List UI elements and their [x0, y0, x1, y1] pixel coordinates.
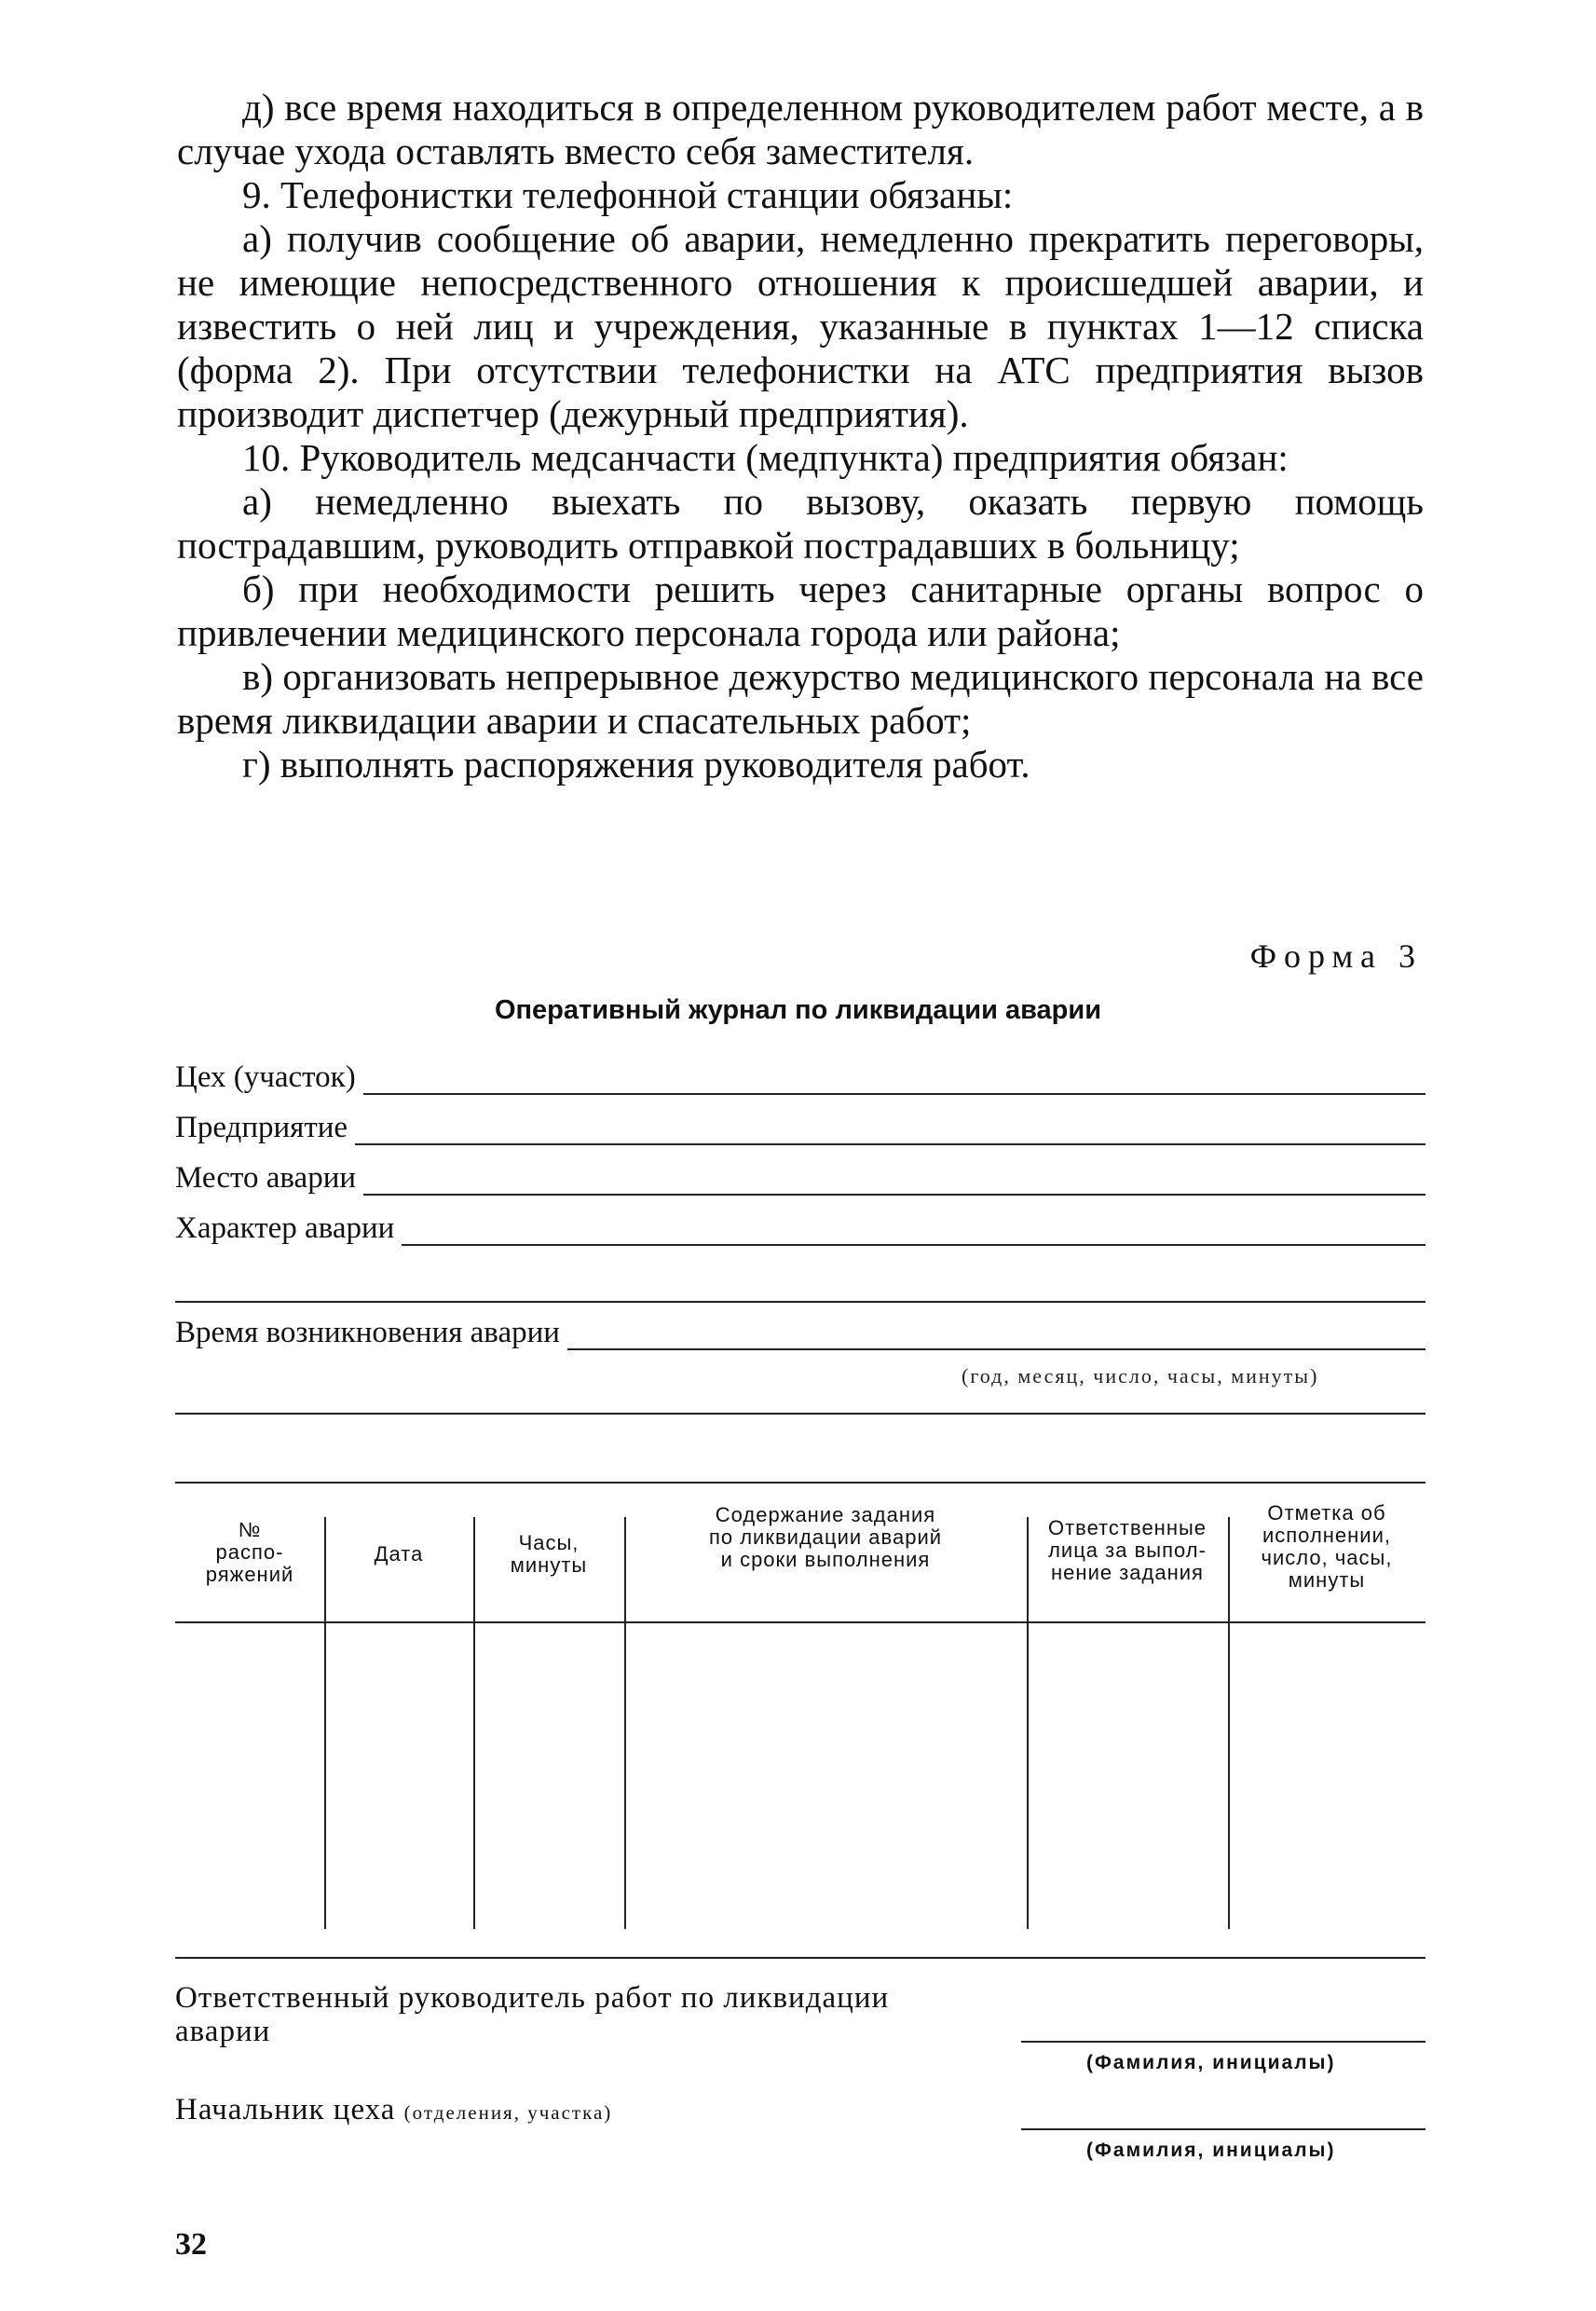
- column-header-completion: Отметка об исполнении, число, часы, минуты: [1261, 1501, 1393, 1592]
- table-body-area[interactable]: [175, 1623, 1425, 1955]
- field-time-label: Время возникновения аварии: [175, 1316, 560, 1349]
- signature-chief-line[interactable]: [1021, 2128, 1425, 2130]
- field-location: [175, 1161, 1425, 1196]
- log-table: [175, 1482, 1425, 1957]
- column-header-responsible: Ответственные лица за выпол- нение задания: [1047, 1516, 1207, 1584]
- field-enterprise: [175, 1111, 1425, 1145]
- paragraph-9a: а) получив сообщение об аварии, немедленно прекратить переговоры, не имеющие непосредственного отношения к происшедшей аварии, и известить о ней лиц и учреждения, указанные в пунктах 1—12 списка (форма 2). При отсутствии телефонистки на АТС предприятия вызов производит диспетчер (дежурный предприятия).: [177, 217, 1424, 435]
- column-header-number: № распо- ряжений: [205, 1518, 294, 1586]
- column-header-task: Содержание задания по ликвидации аварий и сроки выполнения: [708, 1503, 943, 1571]
- paragraph-10v: в) организовать непрерывное дежурство медицинского персонала на все время ликвидации аварии и спасательных работ;: [177, 655, 1424, 742]
- paragraph-10g: г) выполнять распоряжения руководителя работ.: [242, 743, 1030, 786]
- time-hint: (год, месяц, число, часы, минуты): [962, 1364, 1319, 1388]
- table-bottom-border: [175, 1957, 1425, 1959]
- paragraph-10: 10. Руководитель медсанчасти (медпункта) предприятия обязан:: [242, 436, 1289, 479]
- signature-head-caption: (Фамилия, инициалы): [1086, 2052, 1336, 2073]
- field-nature-line[interactable]: [402, 1216, 1425, 1246]
- blank-line[interactable]: [175, 1301, 1425, 1303]
- signature-chief-title: Начальник цеха: [175, 2093, 396, 2126]
- field-nature: [175, 1211, 1425, 1246]
- field-enterprise-line[interactable]: [355, 1115, 1425, 1145]
- field-enterprise-label: Предприятие: [175, 1111, 348, 1144]
- field-nature-label: Характер аварии: [175, 1211, 395, 1245]
- signature-chief-caption: (Фамилия, инициалы): [1086, 2140, 1336, 2161]
- field-time-line[interactable]: [567, 1320, 1425, 1350]
- table-top-border: [175, 1482, 1425, 1484]
- form-title: Оперативный журнал по ликвидации аварии: [494, 995, 1102, 1025]
- signature-head-label: Ответственный руководитель работ по ликвидации аварии: [175, 1981, 890, 2048]
- field-time: [175, 1316, 1425, 1350]
- field-workshop-line[interactable]: [363, 1065, 1425, 1095]
- blank-line[interactable]: [175, 1413, 1425, 1415]
- paragraph-d: д) все время находиться в определенном руководителем работ месте, а в случае ухода оставлять вместо себя заместителя.: [177, 86, 1424, 172]
- body-text: [177, 86, 1424, 786]
- signature-head-line[interactable]: [1021, 2041, 1425, 2043]
- field-workshop-label: Цех (участок): [175, 1060, 356, 1094]
- paragraph-9: 9. Телефонистки телефонной станции обязаны:: [242, 173, 1014, 216]
- column-header-date: Дата: [374, 1542, 424, 1566]
- page-number: 32: [175, 2227, 207, 2262]
- field-location-line[interactable]: [363, 1166, 1425, 1196]
- field-workshop: [175, 1060, 1425, 1095]
- form-label: Форма 3: [1249, 937, 1423, 975]
- paragraph-10a: а) немедленно выехать по вызову, оказать первую помощь пострадавшим, руководить отправкой пострадавших в больницу;: [177, 480, 1424, 567]
- field-location-label: Место аварии: [175, 1161, 357, 1195]
- paragraph-10b: б) при необходимости решить через санитарные органы вопрос о привлечении медицинского персонала города или района;: [177, 567, 1424, 654]
- column-header-time: Часы, минуты: [510, 1531, 588, 1577]
- signature-chief-note: (отделения, участка): [403, 2101, 613, 2124]
- signature-chief-label: [175, 2093, 612, 2129]
